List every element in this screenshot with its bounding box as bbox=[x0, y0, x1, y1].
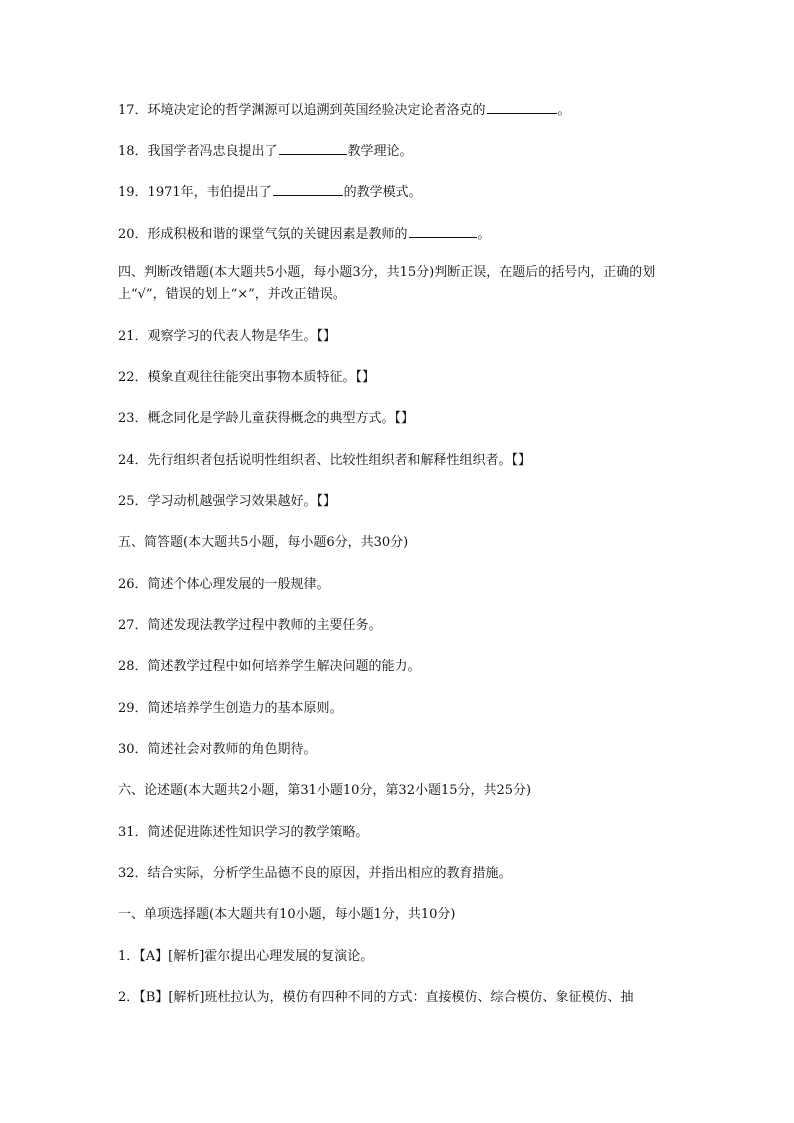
question-25: 25．学习动机越强学习效果越好。【】 bbox=[118, 494, 337, 509]
question-20-text: 20．形成积极和谐的课堂气氛的关键因素是教师的 bbox=[118, 227, 408, 242]
question-19-end: 的教学模式。 bbox=[343, 185, 422, 200]
section-6-heading: 六、论述题(本大题共2小题，第31小题10分，第32小题15分，共25分) bbox=[118, 783, 532, 798]
answer-2: 2．【B】[解析]班杜拉认为，模仿有四种不同的方式：直接模仿、综合模仿、象征模仿、抽 bbox=[118, 990, 634, 1005]
question-20-blank bbox=[409, 223, 477, 238]
question-26: 26．简述个体心理发展的一般规律。 bbox=[118, 577, 330, 592]
section-4-heading: 四、判断改错题(本大题共5小题，每小题3分，共15分)判断正误，在题后的括号内，正确的划上“√”，错误的划上“×”，并改正错误。 bbox=[118, 265, 656, 302]
question-21: 21．观察学习的代表人物是华生。【】 bbox=[118, 329, 337, 344]
question-18 bbox=[118, 140, 688, 162]
question-19-text: 19．1971年，韦伯提出了 bbox=[118, 185, 272, 200]
section-5-heading: 五、简答题(本大题共5小题，每小题6分，共30分) bbox=[118, 535, 409, 550]
question-18-blank bbox=[279, 140, 347, 155]
question-27: 27．简述发现法教学过程中教师的主要任务。 bbox=[118, 618, 382, 633]
question-24: 24．先行组织者包括说明性组织者、比较性组织者和解释性组织者。【】 bbox=[118, 453, 532, 468]
question-19 bbox=[118, 181, 688, 203]
question-20-end: 。 bbox=[477, 227, 491, 242]
question-17-blank bbox=[487, 99, 557, 114]
question-32: 32．结合实际，分析学生品德不良的原因，并指出相应的教育措施。 bbox=[118, 866, 512, 881]
question-19-blank bbox=[273, 181, 343, 196]
question-17-text: 17．环境决定论的哲学渊源可以追溯到英国经验决定论者洛克的 bbox=[118, 103, 486, 118]
question-22: 22．模象直观往往能突出事物本质特征。【】 bbox=[118, 370, 376, 385]
question-30: 30．简述社会对教师的角色期待。 bbox=[118, 742, 317, 757]
question-17-end: 。 bbox=[557, 103, 571, 118]
question-17 bbox=[118, 99, 688, 121]
answer-section-1-heading: 一、单项选择题(本大题共有10小题，每小题1分，共10分) bbox=[118, 907, 456, 922]
answer-1: 1．【A】[解析]霍尔提出心理发展的复演论。 bbox=[118, 949, 374, 964]
question-31: 31．简述促进陈述性知识学习的教学策略。 bbox=[118, 825, 369, 840]
question-18-text: 18．我国学者冯忠良提出了 bbox=[118, 144, 278, 159]
question-18-end: 教学理论。 bbox=[347, 144, 413, 159]
question-28: 28．简述教学过程中如何培养学生解决问题的能力。 bbox=[118, 659, 421, 674]
question-20 bbox=[118, 223, 688, 245]
question-23: 23．概念同化是学龄儿童获得概念的典型方式。【】 bbox=[118, 411, 415, 426]
question-29: 29．简述培养学生创造力的基本原则。 bbox=[118, 701, 343, 716]
